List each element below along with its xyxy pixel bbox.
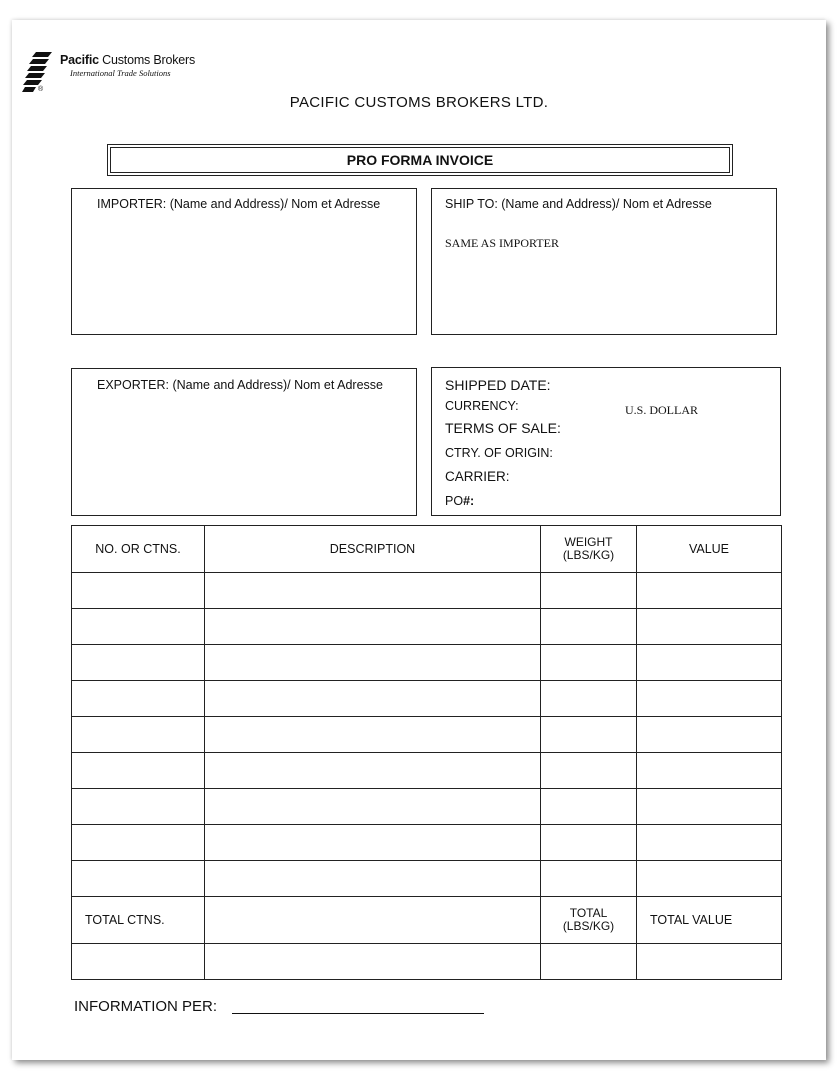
value-cell[interactable]: [637, 789, 782, 825]
value-cell[interactable]: [637, 573, 782, 609]
total-weight-cell[interactable]: [541, 944, 637, 980]
table-row: [72, 789, 782, 825]
totals-value-row: [72, 944, 782, 980]
description-cell[interactable]: [205, 645, 541, 681]
value-cell[interactable]: [637, 861, 782, 897]
ship-to-value: SAME AS IMPORTER: [445, 236, 559, 250]
value-cell[interactable]: [637, 717, 782, 753]
weight-cell[interactable]: [541, 609, 637, 645]
terms-of-sale-label: TERMS OF SALE:: [445, 420, 561, 436]
value-cell[interactable]: [637, 645, 782, 681]
header-value: VALUE: [637, 526, 782, 573]
total-value-cell[interactable]: [637, 944, 782, 980]
description-cell[interactable]: [205, 609, 541, 645]
description-cell[interactable]: [205, 753, 541, 789]
header-weight: WEIGHT (LBS/KG): [541, 526, 637, 573]
importer-label: IMPORTER: (Name and Address)/ Nom et Adresse: [97, 197, 381, 211]
weight-cell[interactable]: [541, 789, 637, 825]
table-row: [72, 609, 782, 645]
exporter-label: EXPORTER: (Name and Address)/ Nom et Adresse: [97, 378, 383, 392]
weight-cell[interactable]: [541, 825, 637, 861]
table-header-row: [72, 526, 782, 573]
table-row: [72, 861, 782, 897]
table-row: [72, 645, 782, 681]
registered-mark: ®: [38, 86, 44, 93]
description-cell[interactable]: [205, 681, 541, 717]
total-ctns-label: TOTAL CTNS.: [72, 897, 205, 944]
total-description-cell[interactable]: [205, 944, 541, 980]
value-cell[interactable]: [637, 753, 782, 789]
company-name: PACIFIC CUSTOMS BROKERS LTD.: [289, 94, 549, 111]
table-row: [72, 825, 782, 861]
header-ctns: NO. OR CTNS.: [72, 526, 205, 573]
brand-tagline: International Trade Solutions: [70, 68, 171, 78]
form-title-box: [107, 144, 733, 176]
value-cell[interactable]: [637, 609, 782, 645]
shipped-date-label: SHIPPED DATE:: [445, 377, 551, 393]
ctns-cell[interactable]: [72, 825, 205, 861]
weight-cell[interactable]: [541, 717, 637, 753]
ctns-cell[interactable]: [72, 573, 205, 609]
ctns-cell[interactable]: [72, 609, 205, 645]
importer-box[interactable]: [71, 188, 417, 335]
description-cell[interactable]: [205, 825, 541, 861]
value-cell[interactable]: [637, 681, 782, 717]
invoice-page: [12, 20, 826, 1060]
information-per-label: INFORMATION PER:: [74, 998, 218, 1015]
description-cell[interactable]: [205, 717, 541, 753]
weight-cell[interactable]: [541, 573, 637, 609]
total-value-label: TOTAL VALUE: [637, 897, 782, 944]
brand-name: Pacific Customs Brokers: [60, 53, 196, 67]
ship-to-box[interactable]: [431, 188, 777, 335]
ctns-cell[interactable]: [72, 789, 205, 825]
form-title: PRO FORMA INVOICE: [110, 147, 730, 173]
value-cell[interactable]: [637, 825, 782, 861]
total-weight-label: TOTAL (LBS/KG): [541, 897, 637, 944]
weight-cell[interactable]: [541, 645, 637, 681]
table-row: [72, 753, 782, 789]
description-cell[interactable]: [205, 861, 541, 897]
weight-cell[interactable]: [541, 861, 637, 897]
ctns-cell[interactable]: [72, 681, 205, 717]
table-row: [72, 681, 782, 717]
shipping-details-box[interactable]: [431, 367, 781, 516]
totals-label-row: [72, 897, 782, 944]
table-row: [72, 717, 782, 753]
description-cell[interactable]: [205, 573, 541, 609]
ctns-cell[interactable]: [72, 717, 205, 753]
description-cell[interactable]: [205, 789, 541, 825]
information-per-signature-line[interactable]: [232, 1013, 484, 1014]
po-number-label: PO#:: [445, 494, 475, 508]
country-of-origin-label: CTRY. OF ORIGIN:: [445, 446, 553, 460]
currency-label: CURRENCY:: [445, 399, 519, 413]
table-row: [72, 573, 782, 609]
goods-table: [71, 525, 782, 980]
exporter-box[interactable]: [71, 368, 417, 516]
ctns-cell[interactable]: [72, 753, 205, 789]
total-ctns-cell[interactable]: [72, 944, 205, 980]
ship-to-label: SHIP TO: (Name and Address)/ Nom et Adresse: [445, 197, 712, 211]
ctns-cell[interactable]: [72, 861, 205, 897]
weight-cell[interactable]: [541, 681, 637, 717]
weight-cell[interactable]: [541, 753, 637, 789]
ctns-cell[interactable]: [72, 645, 205, 681]
total-description-spacer: [205, 897, 541, 944]
carrier-label: CARRIER:: [445, 469, 510, 484]
currency-value: U.S. DOLLAR: [625, 403, 699, 417]
header-description: DESCRIPTION: [205, 526, 541, 573]
